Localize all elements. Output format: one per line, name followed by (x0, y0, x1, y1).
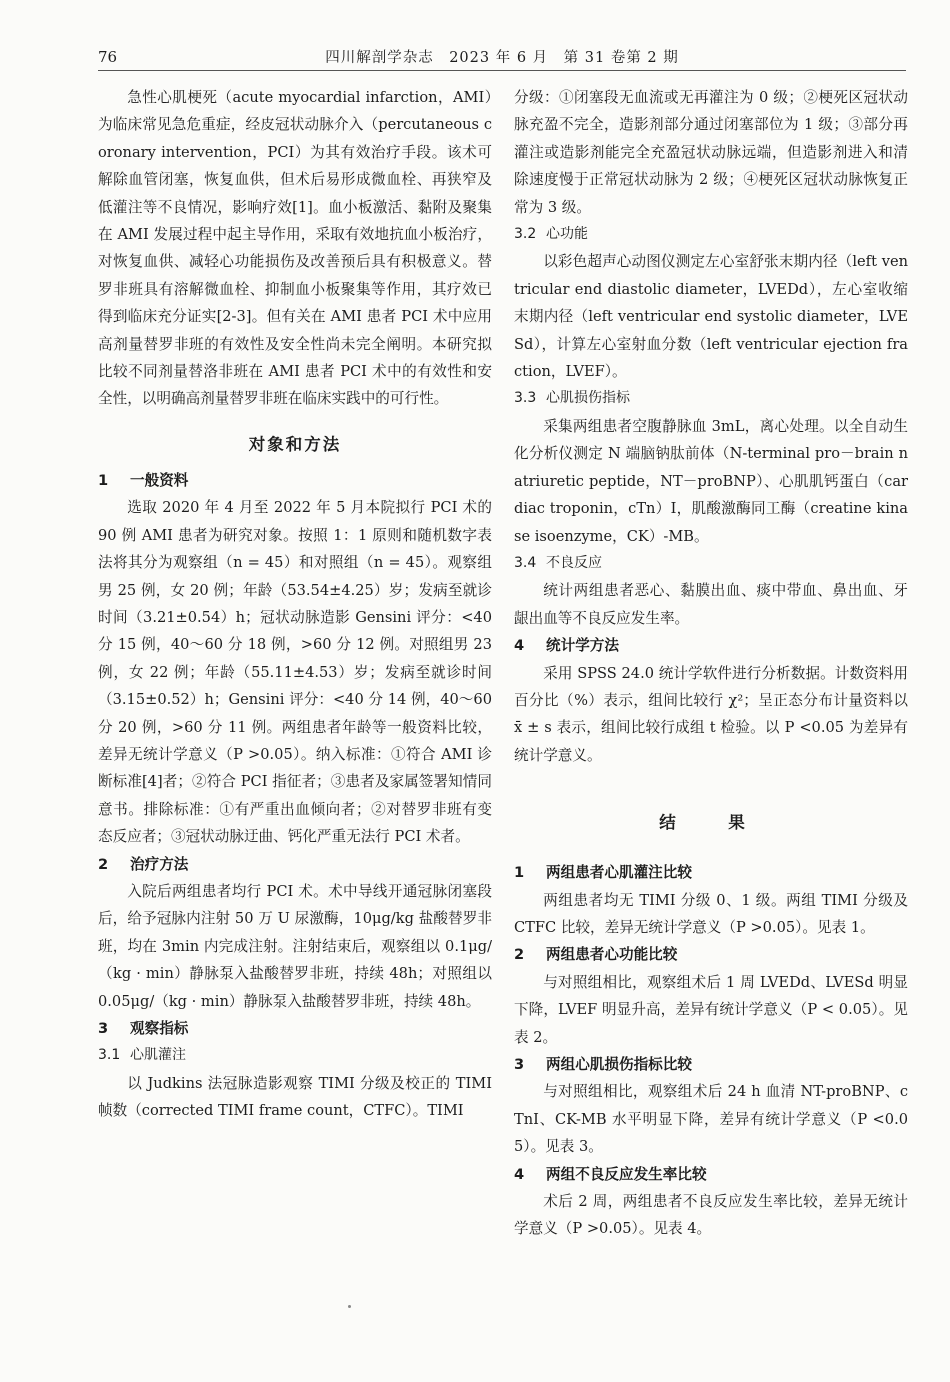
footer-dot (348, 1305, 351, 1308)
section-title: 两组不良反应发生率比较 (546, 1165, 707, 1183)
intro-paragraph: 急性心肌梗死（acute myocardial infarction，AMI）为临床常见急危重症，经皮冠状动脉介入（percutaneous coronary intervention，PCI）为其有效治疗手段。该术可解除血管闭塞，恢复血供，但术后易形成微血栓、再狭窄及低灌注等不良情况，影响疗效[1]。血小板激活、黏附及聚集在 AMI 发展过程中起主导作用，采取有效地抗血小板治疗，对恢复血供、减轻心功能损伤及改善预后具有积极意义。替罗非班具有溶解微血栓、抑制血小板聚集等作用，其疗效已得到临床充分证实[2-3]。但有关在 AMI 患者 PCI 术中应用高剂量替罗非班的有效性及安全性尚未完全阐明。本研究拟比较不同剂量替洛非班在 AMI 患者 PCI 术中的有效性和安全性，以明确高剂量替罗非班在临床实践中的可行性。 (98, 89, 492, 408)
result-1-heading (514, 859, 908, 886)
right-column (514, 84, 908, 1243)
section-number: 1 (514, 864, 525, 882)
journal-title: 四川解剖学杂志 2023 年 6 月 第 31 卷第 2 期 (325, 50, 679, 66)
section-title: 一般资料 (130, 471, 189, 489)
section-4-heading (514, 632, 908, 659)
result-1-paragraph: 两组患者均无 TIMI 分级 0、1 级。两组 TIMI 分级及 CTFC 比较，差异无统计学意义（P >0.05）。见表 1。 (514, 891, 908, 936)
subjects-paragraph: 选取 2020 年 4 月至 2022 年 5 月本院拟行 PCI 术的 90 例 AMI 患者为研究对象。按照 1：1 原则和随机数字表法将其分为观察组（n = 45）和对照组（n = 45）。观察组男 25 例，女 20 例；年龄（53.54±4.25）岁；发病至就诊时间（3.21±0.54）h；冠状动脉造影 Gensini 评分：<40 分 15 例，40～60 分 18 例，>60 分 12 例。对照组男 23 例，女 22 例；年龄（55.11±4.53）岁；发病至就诊时间（3.15±0.52）h；Gensini 评分：<40 分 14 例，40～60 分 20 例，>60 分 11 例。两组患者年龄等一般资料比较，差异无统计学意义（P >0.05）。纳入标准：①符合 AMI 诊断标准[4]者；②符合 PCI 指征者；③患者及家属签署知情同意书。排除标准：①有严重出血倾向者；②对替罗非班有变态反应者；③冠状动脉迂曲、钙化严重无法行 PCI 术者。 (98, 499, 492, 846)
timi-grading-paragraph: 分级：①闭塞段无血流或无再灌注为 0 级；②梗死区冠状动脉充盈不完全，造影剂部分通过闭塞部位为 1 级；③部分再灌注或造影剂能完全充盈冠状动脉远端，但造影剂进入和清除速度慢于正常冠状动脉为 2 级；④梗死区冠状动脉恢复正常为 3 级。 (514, 89, 908, 216)
treatment-paragraph: 入院后两组患者均行 PCI 术。术中导线开通冠脉闭塞段后，给予冠脉内注射 50 万 U 尿激酶，10μg/kg 盐酸替罗非班，均在 3min 内完成注射。注射结束后，观察组以 0.1μg/（kg · min）静脉泵入盐酸替罗非班，持续 48h；对照组以 0.05μg/（kg · min）静脉泵入盐酸替罗非班，持续 48h。 (98, 882, 492, 1010)
section-title: 心肌损伤指标 (546, 390, 630, 407)
methods-heading: 对象和方法 (248, 434, 342, 454)
perfusion-paragraph: 以 Judkins 法冠脉造影观察 TIMI 分级及校正的 TIMI 帧数（corrected TIMI frame count，CTFC）。TIMI (98, 1074, 492, 1120)
result-4-paragraph: 术后 2 周，两组患者不良反应发生率比较，差异无统计学意义（P >0.05）。见表 4。 (514, 1193, 908, 1238)
section-title: 不良反应 (546, 554, 602, 571)
section-title: 心功能 (546, 226, 588, 243)
section-number: 2 (98, 855, 109, 873)
section-3-1-heading (98, 1042, 492, 1069)
section-title: 两组患者心功能比较 (546, 946, 678, 964)
section-1-heading (98, 467, 492, 494)
section-number: 3 (514, 1056, 525, 1073)
adverse-reaction-paragraph: 统计两组患者恶心、黏膜出血、痰中带血、鼻出血、牙龈出血等不良反应发生率。 (514, 582, 908, 627)
result-3-paragraph: 与对照组相比，观察组术后 24 h 血清 NT-proBNP、cTnI、CK-MB 水平明显下降，差异有统计学意义（P <0.05）。见表 3。 (514, 1083, 908, 1156)
section-3-2-heading (514, 221, 908, 248)
section-number: 2 (514, 946, 525, 964)
section-3-3-heading (514, 385, 908, 412)
section-number: 3.2 (514, 226, 537, 243)
section-3-heading (98, 1015, 492, 1042)
result-2-heading (514, 941, 908, 968)
section-title: 观察指标 (130, 1020, 189, 1037)
section-title: 两组患者心肌灌注比较 (546, 864, 692, 882)
section-3-4-heading (514, 550, 908, 577)
running-header (98, 44, 906, 71)
section-title: 两组心肌损伤指标比较 (546, 1056, 692, 1073)
section-number: 4 (514, 637, 525, 655)
section-number: 1 (98, 471, 109, 489)
section-number: 3.1 (98, 1047, 121, 1064)
result-2-paragraph: 与对照组相比，观察组术后 1 周 LVEDd、LVESd 明显下降，LVEF 明显升高，差异有统计学意义（P < 0.05）。见表 2。 (514, 973, 908, 1046)
section-title: 统计学方法 (546, 637, 619, 655)
page-number: 76 (98, 48, 118, 66)
section-number: 3 (98, 1020, 109, 1037)
section-number: 4 (514, 1165, 525, 1183)
statistics-paragraph: 采用 SPSS 24.0 统计学软件进行分析数据。计数资料用百分比（%）表示，组间比较行 χ²；呈正态分布计量资料以 x̄ ± s 表示，组间比较行成组 t 检验。以 P <0.05 为差异有统计学意义。 (514, 664, 908, 764)
section-number: 3.3 (514, 390, 537, 407)
left-column (98, 84, 492, 1125)
section-title: 治疗方法 (130, 855, 189, 873)
myocardial-injury-paragraph: 采集两组患者空腹静脉血 3mL，离心处理。以全自动生化分析仪测定 N 端脑钠肽前体（N-terminal pro－brain natriuretic peptide，NT－proBNP）、心肌肌钙蛋白（cardiac troponin，cTn）I，肌酸激酶同工酶（creatine kinase isoenzyme，CK）-MB。 (514, 417, 908, 545)
result-3-heading (514, 1051, 908, 1078)
results-heading: 结 果 (659, 813, 763, 833)
section-number: 3.4 (514, 554, 537, 571)
cardiac-function-paragraph: 以彩色超声心动图仪测定左心室舒张末期内径（left ventricular end diastolic diameter，LVEDd），左心室收缩末期内径（left ventricular end systolic diameter，LVESd），计算左心室射血分数（left ventricular ejection fraction，LVEF）。 (514, 253, 908, 381)
section-2-heading (98, 851, 492, 878)
section-title: 心肌灌注 (130, 1047, 186, 1064)
result-4-heading (514, 1161, 908, 1188)
